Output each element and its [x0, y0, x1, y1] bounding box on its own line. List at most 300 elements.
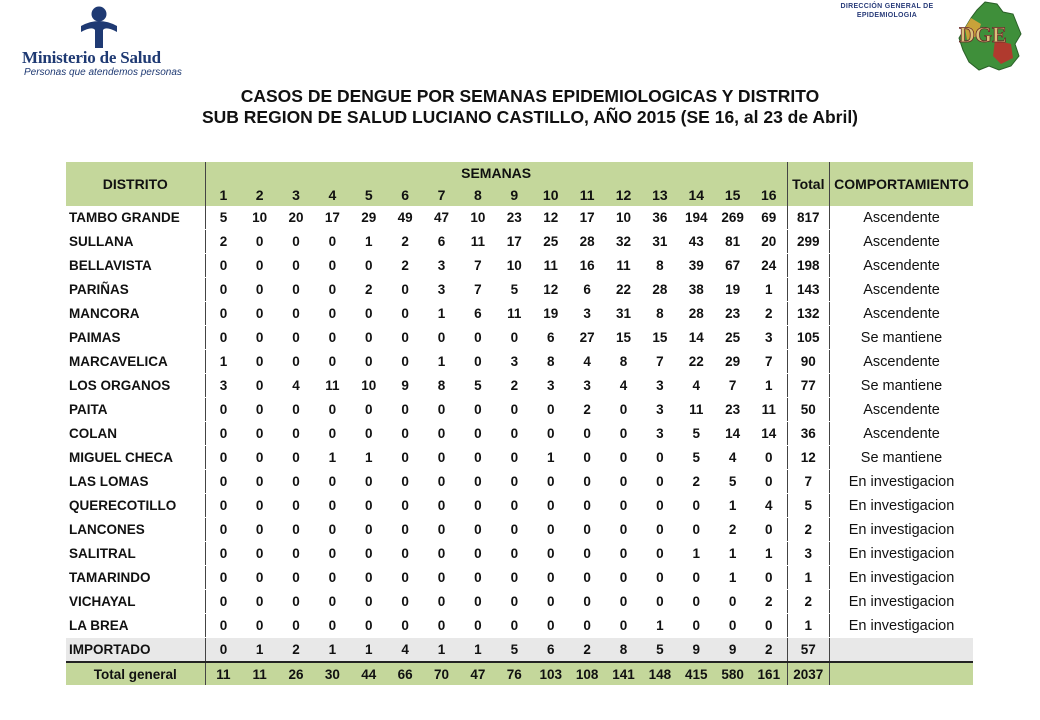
row-total: 7	[787, 470, 829, 494]
week-value: 0	[423, 566, 459, 590]
table-row	[66, 278, 973, 302]
week-value: 0	[314, 614, 350, 638]
week-value: 10	[351, 374, 387, 398]
week-value: 10	[605, 206, 641, 230]
week-value: 2	[714, 518, 750, 542]
row-total: 105	[787, 326, 829, 350]
row-total: 36	[787, 422, 829, 446]
week-value: 1	[314, 638, 350, 663]
row-comportamiento: Ascendente	[829, 398, 973, 422]
week-value: 0	[314, 302, 350, 326]
week-value: 3	[569, 302, 605, 326]
week-value: 5	[460, 374, 496, 398]
week-value: 0	[569, 470, 605, 494]
week-value: 0	[423, 614, 459, 638]
week-value: 3	[496, 350, 532, 374]
week-value: 0	[533, 422, 569, 446]
week-value: 14	[714, 422, 750, 446]
total-week-value: 30	[314, 662, 350, 686]
week-value: 8	[642, 254, 678, 278]
week-value: 0	[496, 470, 532, 494]
week-value: 0	[241, 590, 277, 614]
week-value: 1	[751, 374, 787, 398]
col-distrito-header: DISTRITO	[66, 162, 205, 206]
week-value: 0	[387, 398, 423, 422]
week-value: 0	[241, 422, 277, 446]
week-value: 0	[460, 518, 496, 542]
week-value: 0	[351, 326, 387, 350]
total-general-row	[66, 662, 973, 686]
dge-label	[832, 2, 942, 20]
week-value: 0	[642, 566, 678, 590]
ministerio-person-icon	[79, 6, 119, 50]
row-comportamiento: En investigacion	[829, 614, 973, 638]
week-value: 0	[460, 470, 496, 494]
week-value: 0	[423, 494, 459, 518]
week-value: 0	[241, 494, 277, 518]
week-value: 0	[533, 518, 569, 542]
week-value: 17	[496, 230, 532, 254]
week-value: 0	[205, 470, 241, 494]
week-header: 15	[724, 187, 741, 203]
district-name: MANCORA	[66, 302, 205, 326]
week-value: 0	[278, 566, 314, 590]
week-value: 0	[751, 446, 787, 470]
week-value: 0	[387, 350, 423, 374]
row-total: 198	[787, 254, 829, 278]
week-value: 0	[241, 398, 277, 422]
week-value: 9	[387, 374, 423, 398]
table-row	[66, 350, 973, 374]
week-value: 0	[605, 542, 641, 566]
week-value: 0	[205, 518, 241, 542]
table-row	[66, 614, 973, 638]
week-value: 0	[496, 566, 532, 590]
week-header: 2	[255, 187, 264, 203]
week-value: 11	[460, 230, 496, 254]
week-value: 269	[714, 206, 750, 230]
week-value: 0	[205, 326, 241, 350]
table-row	[66, 446, 973, 470]
week-value: 0	[569, 542, 605, 566]
week-value: 0	[423, 326, 459, 350]
week-value: 0	[460, 494, 496, 518]
week-value: 0	[423, 542, 459, 566]
week-value: 5	[714, 470, 750, 494]
week-value: 43	[678, 230, 714, 254]
week-value: 1	[351, 638, 387, 663]
week-value: 0	[205, 446, 241, 470]
row-comportamiento: En investigacion	[829, 494, 973, 518]
week-value: 3	[205, 374, 241, 398]
week-value: 0	[460, 590, 496, 614]
week-value: 23	[496, 206, 532, 230]
week-value: 0	[751, 566, 787, 590]
week-value: 11	[605, 254, 641, 278]
week-header: 9	[510, 187, 519, 203]
week-value: 10	[241, 206, 277, 230]
week-header: 8	[474, 187, 482, 203]
week-value: 0	[460, 542, 496, 566]
week-value: 0	[533, 566, 569, 590]
week-value: 0	[241, 374, 277, 398]
week-value: 0	[423, 518, 459, 542]
week-value: 0	[642, 518, 678, 542]
week-value: 0	[751, 470, 787, 494]
week-value: 0	[314, 494, 350, 518]
week-value: 2	[496, 374, 532, 398]
week-value: 10	[460, 206, 496, 230]
week-value: 7	[751, 350, 787, 374]
week-value: 0	[314, 518, 350, 542]
week-value: 0	[678, 518, 714, 542]
district-name: SULLANA	[66, 230, 205, 254]
week-value: 0	[314, 326, 350, 350]
week-value: 0	[241, 566, 277, 590]
week-value: 0	[387, 326, 423, 350]
week-value: 17	[569, 206, 605, 230]
week-value: 0	[642, 542, 678, 566]
week-value: 3	[751, 326, 787, 350]
week-value: 3	[642, 374, 678, 398]
week-value: 5	[496, 278, 532, 302]
week-value: 2	[205, 230, 241, 254]
week-value: 0	[605, 518, 641, 542]
week-value: 0	[241, 302, 277, 326]
week-value: 0	[642, 470, 678, 494]
table-row	[66, 302, 973, 326]
district-name: TAMBO GRANDE	[66, 206, 205, 230]
week-value: 0	[205, 494, 241, 518]
week-value: 0	[569, 446, 605, 470]
week-value: 1	[314, 446, 350, 470]
week-value: 14	[751, 422, 787, 446]
week-value: 4	[678, 374, 714, 398]
ministerio-logo	[22, 6, 182, 78]
week-value: 20	[751, 230, 787, 254]
week-value: 0	[387, 542, 423, 566]
week-value: 0	[751, 614, 787, 638]
week-value: 8	[605, 350, 641, 374]
week-value: 0	[605, 446, 641, 470]
week-value: 6	[533, 638, 569, 663]
week-value: 0	[605, 590, 641, 614]
week-value: 0	[569, 494, 605, 518]
week-value: 3	[423, 278, 459, 302]
week-value: 2	[569, 638, 605, 663]
week-value: 12	[533, 278, 569, 302]
week-value: 15	[642, 326, 678, 350]
week-value: 0	[314, 230, 350, 254]
week-header: 7	[437, 187, 446, 203]
week-value: 0	[387, 446, 423, 470]
week-value: 12	[533, 206, 569, 230]
week-value: 2	[387, 254, 423, 278]
table-row	[66, 254, 973, 278]
week-value: 0	[351, 518, 387, 542]
table-row	[66, 590, 973, 614]
table-row	[66, 518, 973, 542]
week-value: 0	[496, 614, 532, 638]
week-value: 0	[314, 278, 350, 302]
total-week-value: 580	[714, 662, 750, 686]
week-value: 8	[642, 302, 678, 326]
total-week-value: 44	[351, 662, 387, 686]
week-value: 9	[678, 638, 714, 663]
district-name: LOS ORGANOS	[66, 374, 205, 398]
total-week-value: 11	[241, 662, 277, 686]
week-value: 0	[278, 326, 314, 350]
total-week-value: 66	[387, 662, 423, 686]
total-week-value: 148	[642, 662, 678, 686]
table-row	[66, 326, 973, 350]
week-value: 4	[387, 638, 423, 663]
week-value: 15	[605, 326, 641, 350]
week-value: 0	[205, 590, 241, 614]
week-value: 31	[605, 302, 641, 326]
week-value: 0	[351, 470, 387, 494]
week-value: 0	[241, 254, 277, 278]
week-value: 0	[496, 494, 532, 518]
week-value: 29	[351, 206, 387, 230]
week-value: 19	[714, 278, 750, 302]
week-value: 0	[569, 518, 605, 542]
grand-total: 2037	[787, 662, 829, 686]
week-value: 1	[423, 350, 459, 374]
week-value: 0	[496, 398, 532, 422]
week-value: 0	[496, 446, 532, 470]
week-value: 0	[387, 590, 423, 614]
week-value: 11	[314, 374, 350, 398]
week-value: 0	[678, 566, 714, 590]
week-value: 0	[496, 542, 532, 566]
week-value: 5	[496, 638, 532, 663]
week-value: 1	[241, 638, 277, 663]
district-name: LANCONES	[66, 518, 205, 542]
week-value: 0	[241, 326, 277, 350]
week-value: 0	[205, 302, 241, 326]
week-header: 1	[219, 187, 228, 203]
row-comportamiento: En investigacion	[829, 518, 973, 542]
week-value: 0	[605, 398, 641, 422]
week-value: 0	[533, 494, 569, 518]
week-value: 0	[351, 422, 387, 446]
week-value: 23	[714, 302, 750, 326]
week-value: 0	[605, 566, 641, 590]
district-name: VICHAYAL	[66, 590, 205, 614]
week-value: 0	[241, 518, 277, 542]
week-value: 0	[314, 566, 350, 590]
week-value: 28	[569, 230, 605, 254]
row-comportamiento	[829, 638, 973, 663]
svg-text:DGE: DGE	[959, 22, 1007, 47]
week-value: 0	[496, 326, 532, 350]
week-value: 0	[642, 446, 678, 470]
week-value: 0	[496, 518, 532, 542]
col-semanas-header: SEMANAS	[461, 165, 532, 181]
ministry-tagline: Personas que atendemos personas	[24, 67, 182, 78]
week-value: 0	[241, 542, 277, 566]
week-value: 25	[533, 230, 569, 254]
week-value: 5	[678, 422, 714, 446]
week-header: 11	[579, 187, 595, 203]
week-value: 0	[205, 566, 241, 590]
row-total: 77	[787, 374, 829, 398]
week-value: 0	[714, 590, 750, 614]
week-value: 0	[351, 254, 387, 278]
row-comportamiento: Se mantiene	[829, 446, 973, 470]
week-value: 47	[423, 206, 459, 230]
week-value: 0	[460, 422, 496, 446]
week-value: 0	[351, 590, 387, 614]
week-value: 6	[460, 302, 496, 326]
week-value: 69	[751, 206, 787, 230]
week-value: 0	[351, 566, 387, 590]
row-total: 5	[787, 494, 829, 518]
row-total: 817	[787, 206, 829, 230]
week-value: 7	[460, 254, 496, 278]
week-value: 0	[460, 566, 496, 590]
week-value: 0	[642, 590, 678, 614]
district-name: IMPORTADO	[66, 638, 205, 663]
week-value: 0	[642, 494, 678, 518]
ministry-name: Ministerio de Salud	[22, 48, 161, 67]
dge-label-line2: EPIDEMIOLOGIA	[856, 12, 918, 19]
week-value: 0	[423, 470, 459, 494]
week-value: 0	[533, 470, 569, 494]
week-value: 0	[205, 638, 241, 663]
week-value: 2	[278, 638, 314, 663]
week-value: 22	[678, 350, 714, 374]
week-value: 3	[423, 254, 459, 278]
week-value: 0	[387, 494, 423, 518]
table-row	[66, 398, 973, 422]
week-header: 14	[688, 187, 705, 203]
week-value: 3	[533, 374, 569, 398]
table-header-row	[66, 162, 973, 184]
week-value: 0	[241, 614, 277, 638]
row-total: 2	[787, 590, 829, 614]
week-header: 5	[364, 187, 373, 203]
week-value: 5	[205, 206, 241, 230]
district-name: TAMARINDO	[66, 566, 205, 590]
week-value: 0	[387, 278, 423, 302]
row-comportamiento: Ascendente	[829, 422, 973, 446]
week-value: 3	[642, 422, 678, 446]
district-name: MARCAVELICA	[66, 350, 205, 374]
page-title	[0, 86, 1040, 128]
week-value: 0	[205, 542, 241, 566]
row-comportamiento: Ascendente	[829, 254, 973, 278]
week-value: 0	[678, 494, 714, 518]
week-value: 0	[423, 446, 459, 470]
row-total: 299	[787, 230, 829, 254]
district-name: COLAN	[66, 422, 205, 446]
week-value: 27	[569, 326, 605, 350]
week-value: 0	[241, 470, 277, 494]
week-value: 2	[751, 590, 787, 614]
total-week-value: 70	[423, 662, 459, 686]
total-week-value: 141	[605, 662, 641, 686]
table-row	[66, 422, 973, 446]
row-comportamiento: En investigacion	[829, 566, 973, 590]
week-value: 8	[605, 638, 641, 663]
week-value: 28	[642, 278, 678, 302]
week-value: 0	[569, 590, 605, 614]
week-value: 49	[387, 206, 423, 230]
week-value: 5	[678, 446, 714, 470]
row-total: 143	[787, 278, 829, 302]
week-value: 0	[205, 614, 241, 638]
week-value: 0	[387, 470, 423, 494]
title-line1: CASOS DE DENGUE POR SEMANAS EPIDEMIOLOGICAS Y DISTRITO	[240, 86, 820, 106]
week-value: 1	[751, 278, 787, 302]
district-name: LAS LOMAS	[66, 470, 205, 494]
col-total-header: Total	[787, 162, 829, 206]
week-value: 0	[423, 398, 459, 422]
total-week-value: 26	[278, 662, 314, 686]
district-name: SALITRAL	[66, 542, 205, 566]
week-value: 0	[278, 542, 314, 566]
table-row	[66, 470, 973, 494]
week-value: 0	[278, 590, 314, 614]
week-value: 0	[351, 614, 387, 638]
week-value: 0	[241, 278, 277, 302]
week-value: 22	[605, 278, 641, 302]
week-value: 7	[714, 374, 750, 398]
week-value: 2	[751, 638, 787, 663]
week-value: 0	[278, 494, 314, 518]
row-comportamiento: Ascendente	[829, 350, 973, 374]
week-value: 7	[642, 350, 678, 374]
total-week-value: 76	[496, 662, 532, 686]
week-value: 1	[205, 350, 241, 374]
week-value: 0	[533, 614, 569, 638]
week-value: 11	[678, 398, 714, 422]
row-total: 50	[787, 398, 829, 422]
row-comportamiento: Ascendente	[829, 278, 973, 302]
week-header: 12	[615, 187, 632, 203]
week-value: 25	[714, 326, 750, 350]
week-value: 1	[714, 494, 750, 518]
week-value: 0	[278, 230, 314, 254]
table-row	[66, 206, 973, 230]
week-value: 4	[569, 350, 605, 374]
total-week-value: 161	[751, 662, 787, 686]
district-name: PAITA	[66, 398, 205, 422]
week-value: 2	[751, 302, 787, 326]
week-value: 194	[678, 206, 714, 230]
week-value: 20	[278, 206, 314, 230]
week-value: 0	[314, 422, 350, 446]
week-value: 9	[714, 638, 750, 663]
week-value: 0	[460, 446, 496, 470]
week-value: 0	[278, 470, 314, 494]
week-value: 0	[387, 518, 423, 542]
week-value: 0	[460, 398, 496, 422]
week-value: 0	[278, 302, 314, 326]
week-value: 0	[460, 350, 496, 374]
week-value: 0	[241, 230, 277, 254]
week-value: 4	[605, 374, 641, 398]
week-value: 0	[205, 278, 241, 302]
row-comportamiento: Se mantiene	[829, 374, 973, 398]
week-header: 3	[292, 187, 300, 203]
row-comportamiento: Ascendente	[829, 230, 973, 254]
week-value: 0	[314, 542, 350, 566]
week-value: 4	[278, 374, 314, 398]
week-value: 0	[569, 614, 605, 638]
